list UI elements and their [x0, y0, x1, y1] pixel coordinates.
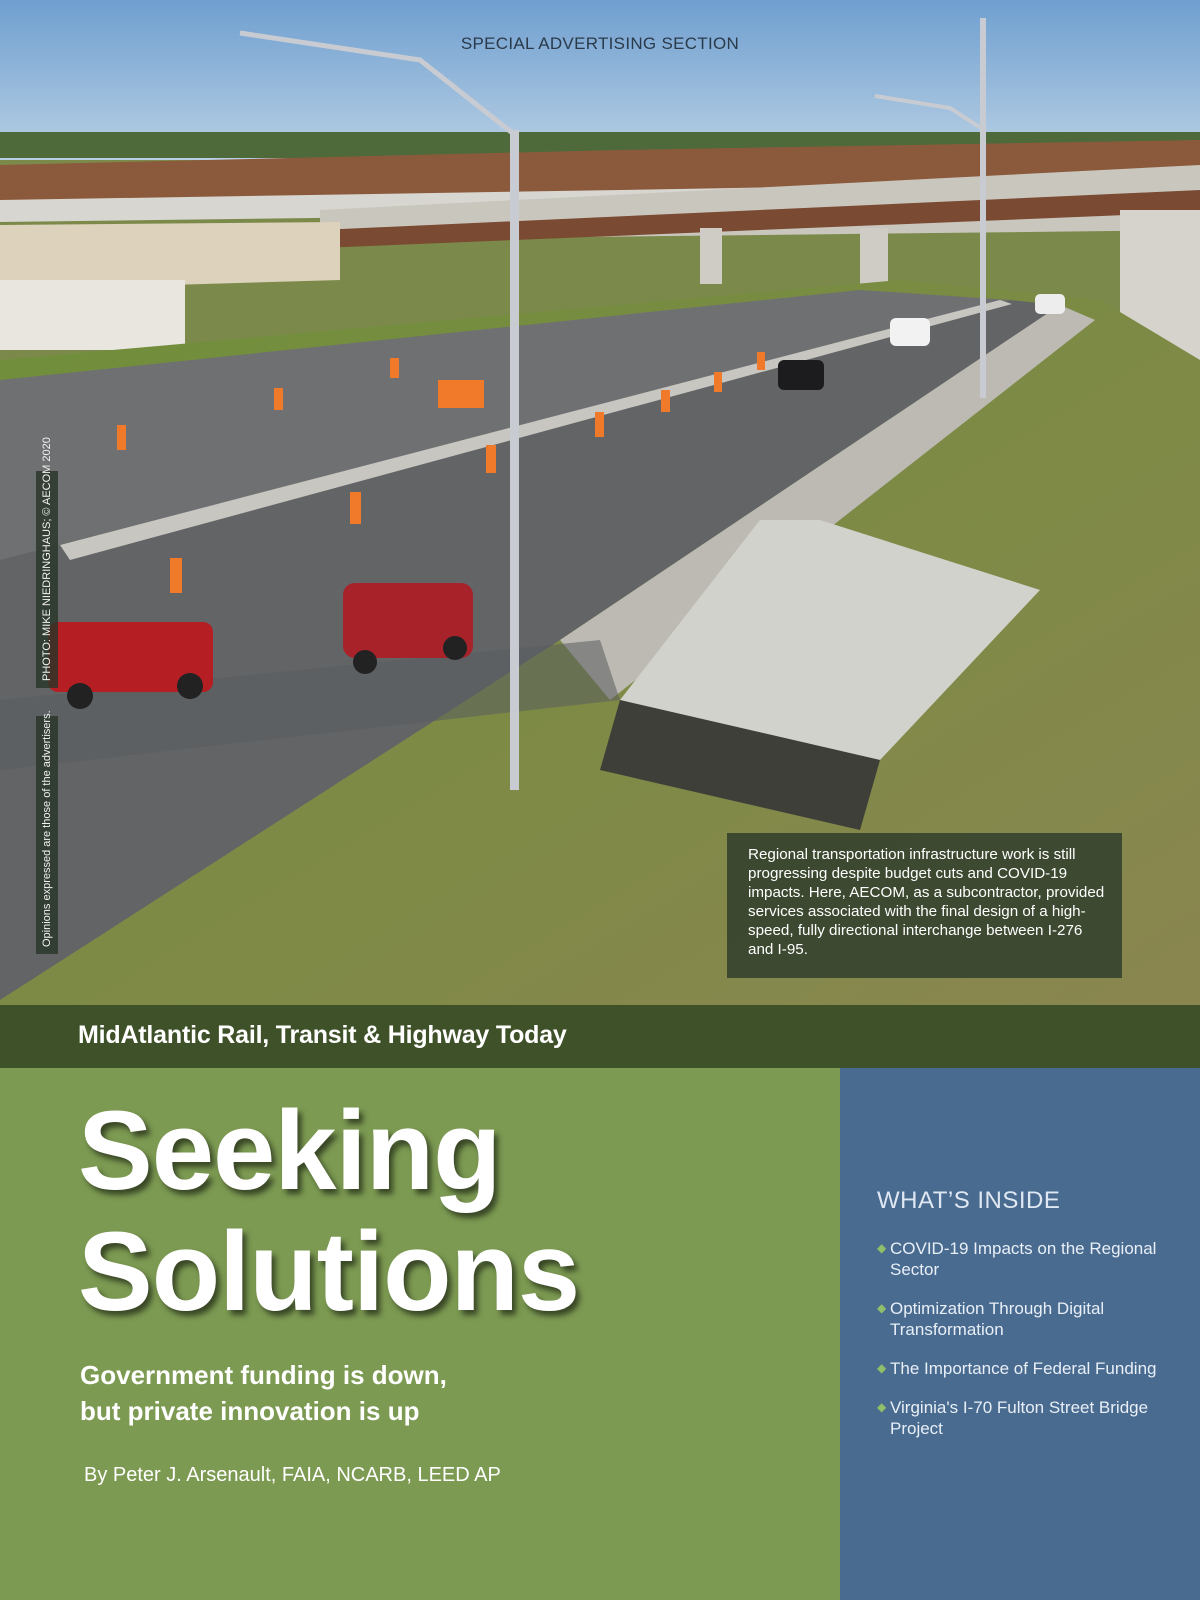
list-item-label: COVID-19 Impacts on the Regional Sector — [890, 1239, 1157, 1279]
photo-credit: PHOTO: MIKE NIEDRINGHAUS; © AECOM 2020 — [36, 471, 58, 688]
list-item — [877, 1397, 1177, 1439]
headline-line-1: Seeking — [78, 1088, 501, 1213]
publication-banner — [0, 1005, 1200, 1068]
list-item-label: Virginia's I-70 Fulton Street Bridge Project — [890, 1398, 1149, 1438]
author-byline: By Peter J. Arsenault, FAIA, NCARB, LEED AP — [84, 1464, 501, 1486]
diamond-bullet-icon: ◆ — [877, 1400, 887, 1414]
headline — [78, 1090, 798, 1332]
subheadline — [80, 1357, 640, 1429]
list-item-label: Optimization Through Digital Transformation — [890, 1299, 1105, 1339]
photo-caption: Regional transportation infrastructure work is still progressing despite budget cuts and COVID-19 impacts. Here, AECOM, as a subcontractor, provided services associated with the final design of a high-speed, fully directional interchange between I-276 and I-95. — [727, 833, 1122, 978]
special-advertising-section-label: SPECIAL ADVERTISING SECTION — [460, 34, 740, 53]
list-item — [877, 1298, 1177, 1340]
advertiser-disclaimer: Opinions expressed are those of the advertisers. — [36, 716, 58, 954]
list-item — [877, 1238, 1177, 1280]
diamond-bullet-icon: ◆ — [877, 1301, 887, 1315]
list-item-label: The Importance of Federal Funding — [890, 1359, 1157, 1378]
whats-inside-title: WHAT’S INSIDE — [877, 1187, 1061, 1214]
list-item — [877, 1358, 1177, 1379]
headline-line-2: Solutions — [78, 1209, 580, 1334]
diamond-bullet-icon: ◆ — [877, 1241, 887, 1255]
diamond-bullet-icon: ◆ — [877, 1361, 887, 1375]
whats-inside-list — [877, 1238, 1177, 1457]
subheadline-line-2: but private innovation is up — [80, 1396, 420, 1426]
subheadline-line-1: Government funding is down, — [80, 1360, 447, 1390]
publication-title: MidAtlantic Rail, Transit & Highway Today — [78, 1021, 567, 1049]
